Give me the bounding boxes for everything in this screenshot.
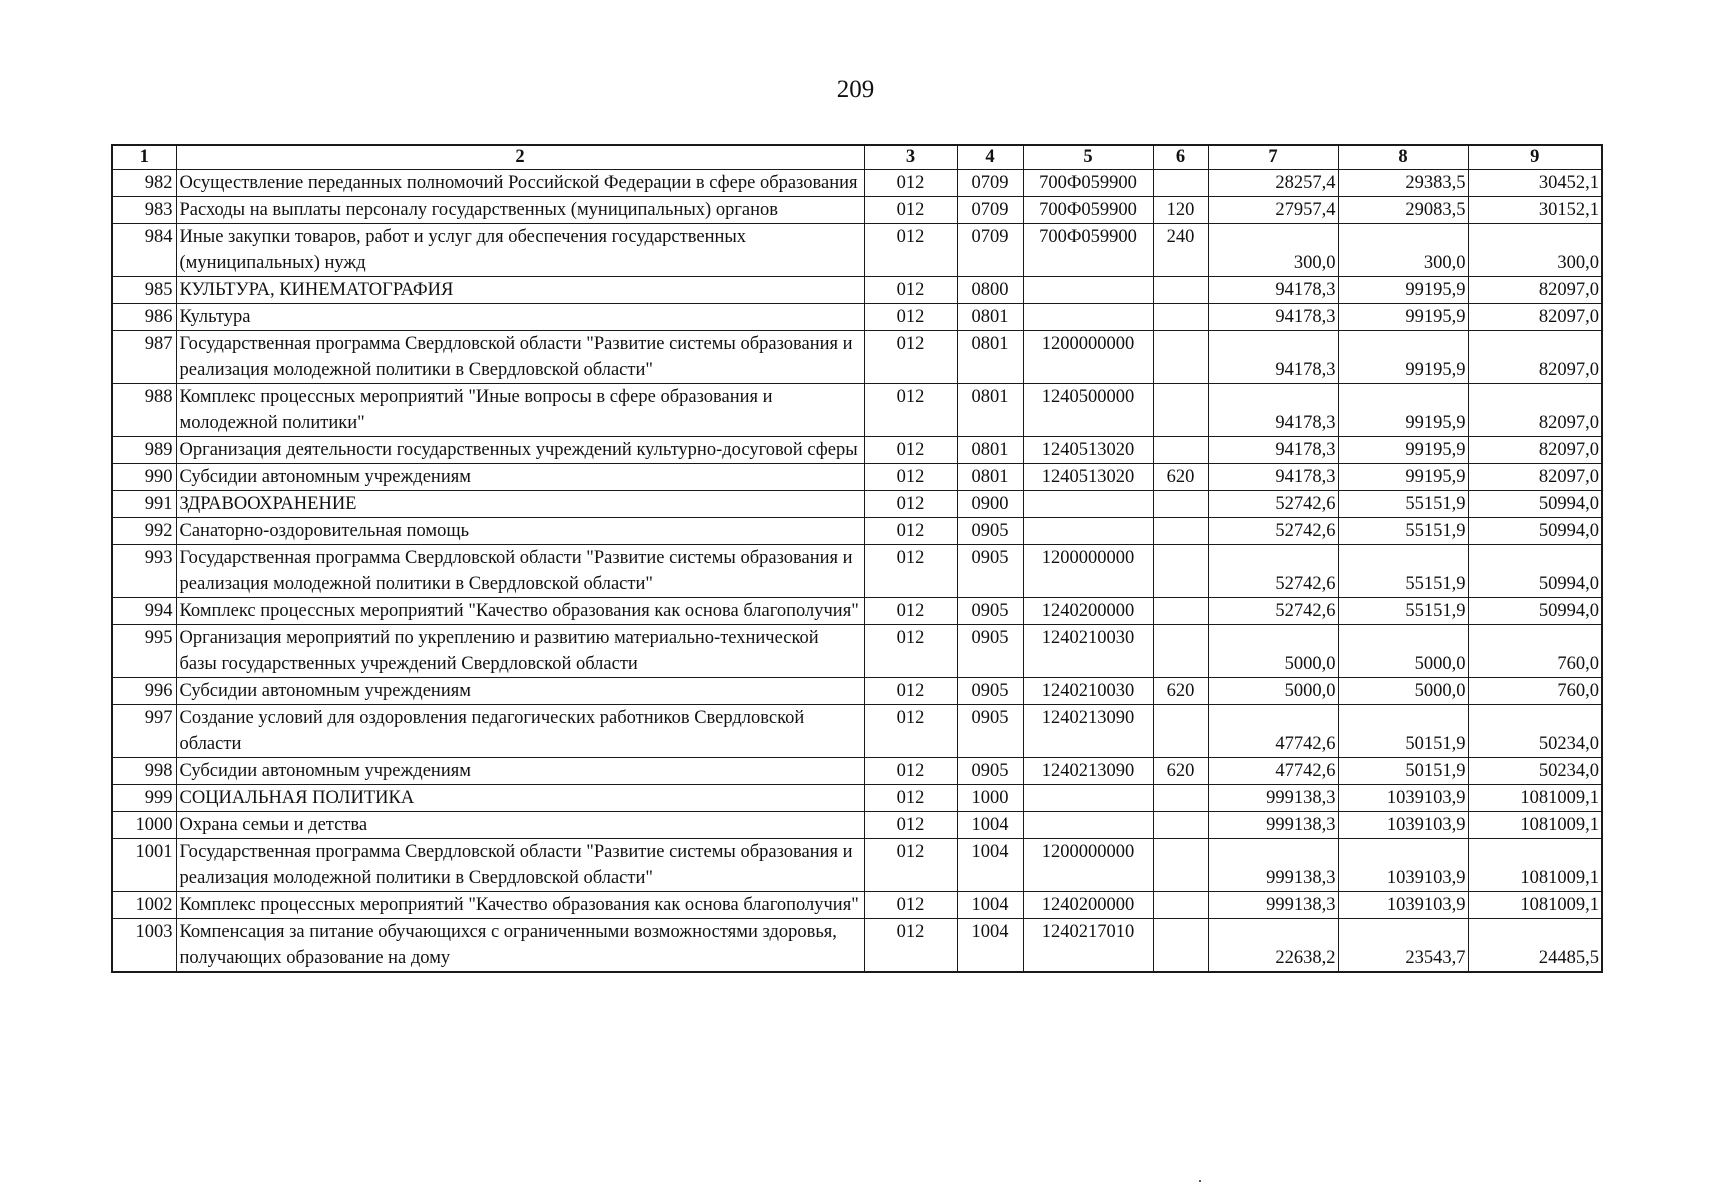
- ministry-code-cell: 012: [864, 758, 957, 785]
- target-article-cell: 1240213090: [1023, 758, 1153, 785]
- target-article-cell: 700Ф059900: [1023, 224, 1153, 277]
- header-cell: 8: [1338, 145, 1468, 170]
- table-row: [112, 277, 1602, 304]
- section-code-cell: 0801: [957, 437, 1023, 464]
- row-number-cell: 1000: [112, 812, 176, 839]
- section-code-cell: 1000: [957, 785, 1023, 812]
- ministry-code-cell: 012: [864, 892, 957, 919]
- expense-type-cell: 620: [1153, 464, 1208, 491]
- section-code-cell: 0801: [957, 464, 1023, 491]
- section-code-cell: 0709: [957, 224, 1023, 277]
- table-row: [112, 545, 1602, 598]
- expense-type-cell: [1153, 170, 1208, 197]
- amount-year1-cell: 52742,6: [1208, 545, 1338, 598]
- expense-type-cell: [1153, 705, 1208, 758]
- header-row: [112, 145, 1602, 170]
- amount-year2-cell: 55151,9: [1338, 491, 1468, 518]
- row-name-cell: Расходы на выплаты персоналу государственных (муниципальных) органов: [176, 197, 864, 224]
- amount-year3-cell: 1081009,1: [1468, 839, 1602, 892]
- target-article-cell: 1240210030: [1023, 678, 1153, 705]
- ministry-code-cell: 012: [864, 705, 957, 758]
- section-code-cell: 0709: [957, 170, 1023, 197]
- row-number-cell: 1002: [112, 892, 176, 919]
- target-article-cell: [1023, 491, 1153, 518]
- target-article-cell: 1240200000: [1023, 598, 1153, 625]
- amount-year3-cell: 82097,0: [1468, 304, 1602, 331]
- amount-year1-cell: 999138,3: [1208, 839, 1338, 892]
- amount-year3-cell: 82097,0: [1468, 437, 1602, 464]
- header-cell: 3: [864, 145, 957, 170]
- scan-speck: [1199, 1180, 1201, 1182]
- table-row: [112, 785, 1602, 812]
- amount-year3-cell: 82097,0: [1468, 331, 1602, 384]
- amount-year3-cell: 30152,1: [1468, 197, 1602, 224]
- section-code-cell: 1004: [957, 812, 1023, 839]
- row-number-cell: 999: [112, 785, 176, 812]
- amount-year3-cell: 30452,1: [1468, 170, 1602, 197]
- amount-year2-cell: 23543,7: [1338, 919, 1468, 973]
- expense-type-cell: [1153, 625, 1208, 678]
- target-article-cell: [1023, 812, 1153, 839]
- table-row: [112, 304, 1602, 331]
- section-code-cell: 0905: [957, 545, 1023, 598]
- target-article-cell: [1023, 304, 1153, 331]
- header-cell: 6: [1153, 145, 1208, 170]
- amount-year1-cell: 94178,3: [1208, 331, 1338, 384]
- expense-type-cell: [1153, 437, 1208, 464]
- table-header: [112, 145, 1602, 170]
- amount-year2-cell: 50151,9: [1338, 758, 1468, 785]
- table-row: [112, 839, 1602, 892]
- row-name-cell: Культура: [176, 304, 864, 331]
- amount-year3-cell: 1081009,1: [1468, 892, 1602, 919]
- expense-type-cell: [1153, 785, 1208, 812]
- row-number-cell: 983: [112, 197, 176, 224]
- ministry-code-cell: 012: [864, 197, 957, 224]
- target-article-cell: 1240210030: [1023, 625, 1153, 678]
- target-article-cell: 1240217010: [1023, 919, 1153, 973]
- expense-type-cell: [1153, 384, 1208, 437]
- amount-year2-cell: 5000,0: [1338, 678, 1468, 705]
- ministry-code-cell: 012: [864, 170, 957, 197]
- amount-year1-cell: 5000,0: [1208, 678, 1338, 705]
- amount-year1-cell: 94178,3: [1208, 277, 1338, 304]
- row-number-cell: 993: [112, 545, 176, 598]
- row-name-cell: Организация мероприятий по укреплению и развитию материально-технической базы государственных учреждений Свердловской области: [176, 625, 864, 678]
- page-number: 209: [836, 76, 875, 103]
- section-code-cell: 0905: [957, 598, 1023, 625]
- amount-year1-cell: 94178,3: [1208, 304, 1338, 331]
- row-number-cell: 989: [112, 437, 176, 464]
- target-article-cell: [1023, 518, 1153, 545]
- table-row: [112, 625, 1602, 678]
- amount-year3-cell: 82097,0: [1468, 384, 1602, 437]
- amount-year1-cell: 94178,3: [1208, 384, 1338, 437]
- amount-year2-cell: 55151,9: [1338, 518, 1468, 545]
- expense-type-cell: [1153, 598, 1208, 625]
- row-name-cell: СОЦИАЛЬНАЯ ПОЛИТИКА: [176, 785, 864, 812]
- amount-year1-cell: 999138,3: [1208, 812, 1338, 839]
- target-article-cell: 700Ф059900: [1023, 170, 1153, 197]
- amount-year2-cell: 1039103,9: [1338, 892, 1468, 919]
- target-article-cell: 700Ф059900: [1023, 197, 1153, 224]
- amount-year2-cell: 99195,9: [1338, 437, 1468, 464]
- section-code-cell: 0801: [957, 331, 1023, 384]
- row-number-cell: 998: [112, 758, 176, 785]
- row-name-cell: Комплекс процессных мероприятий "Качество образования как основа благополучия": [176, 892, 864, 919]
- header-cell: 2: [176, 145, 864, 170]
- section-code-cell: 0905: [957, 758, 1023, 785]
- expense-type-cell: [1153, 491, 1208, 518]
- amount-year3-cell: 24485,5: [1468, 919, 1602, 973]
- amount-year3-cell: 1081009,1: [1468, 785, 1602, 812]
- ministry-code-cell: 012: [864, 304, 957, 331]
- table-row: [112, 812, 1602, 839]
- row-number-cell: 1003: [112, 919, 176, 973]
- amount-year3-cell: 760,0: [1468, 625, 1602, 678]
- amount-year1-cell: 52742,6: [1208, 598, 1338, 625]
- amount-year1-cell: 999138,3: [1208, 785, 1338, 812]
- row-name-cell: Комплекс процессных мероприятий "Иные вопросы в сфере образования и молодежной политики": [176, 384, 864, 437]
- section-code-cell: 0801: [957, 304, 1023, 331]
- amount-year2-cell: 99195,9: [1338, 277, 1468, 304]
- row-number-cell: 982: [112, 170, 176, 197]
- amount-year3-cell: 50994,0: [1468, 545, 1602, 598]
- ministry-code-cell: 012: [864, 625, 957, 678]
- amount-year3-cell: 50994,0: [1468, 598, 1602, 625]
- expense-type-cell: 240: [1153, 224, 1208, 277]
- row-number-cell: 992: [112, 518, 176, 545]
- target-article-cell: [1023, 785, 1153, 812]
- amount-year2-cell: 55151,9: [1338, 598, 1468, 625]
- amount-year2-cell: 50151,9: [1338, 705, 1468, 758]
- row-number-cell: 988: [112, 384, 176, 437]
- row-name-cell: Иные закупки товаров, работ и услуг для обеспечения государственных (муниципальных) нужд: [176, 224, 864, 277]
- table-row: [112, 919, 1602, 973]
- row-number-cell: 994: [112, 598, 176, 625]
- row-number-cell: 996: [112, 678, 176, 705]
- table-row: [112, 758, 1602, 785]
- header-cell: 9: [1468, 145, 1602, 170]
- amount-year1-cell: 999138,3: [1208, 892, 1338, 919]
- section-code-cell: 1004: [957, 839, 1023, 892]
- table-row: [112, 892, 1602, 919]
- amount-year2-cell: 99195,9: [1338, 464, 1468, 491]
- section-code-cell: 0801: [957, 384, 1023, 437]
- ministry-code-cell: 012: [864, 464, 957, 491]
- amount-year2-cell: 29383,5: [1338, 170, 1468, 197]
- row-number-cell: 991: [112, 491, 176, 518]
- expense-type-cell: [1153, 304, 1208, 331]
- row-number-cell: 986: [112, 304, 176, 331]
- ministry-code-cell: 012: [864, 545, 957, 598]
- section-code-cell: 0800: [957, 277, 1023, 304]
- expense-type-cell: [1153, 892, 1208, 919]
- amount-year3-cell: 300,0: [1468, 224, 1602, 277]
- amount-year2-cell: 1039103,9: [1338, 785, 1468, 812]
- expense-type-cell: 620: [1153, 678, 1208, 705]
- expense-type-cell: [1153, 331, 1208, 384]
- row-name-cell: Создание условий для оздоровления педагогических работников Свердловской области: [176, 705, 864, 758]
- row-name-cell: Субсидии автономным учреждениям: [176, 678, 864, 705]
- expense-type-cell: [1153, 545, 1208, 598]
- ministry-code-cell: 012: [864, 518, 957, 545]
- row-number-cell: 987: [112, 331, 176, 384]
- amount-year2-cell: 99195,9: [1338, 331, 1468, 384]
- ministry-code-cell: 012: [864, 491, 957, 518]
- header-cell: 4: [957, 145, 1023, 170]
- table-row: [112, 331, 1602, 384]
- section-code-cell: 0905: [957, 705, 1023, 758]
- expense-type-cell: [1153, 919, 1208, 973]
- amount-year3-cell: 760,0: [1468, 678, 1602, 705]
- budget-table: [111, 144, 1603, 973]
- expense-type-cell: [1153, 277, 1208, 304]
- header-cell: 7: [1208, 145, 1338, 170]
- ministry-code-cell: 012: [864, 384, 957, 437]
- amount-year2-cell: 5000,0: [1338, 625, 1468, 678]
- amount-year3-cell: 82097,0: [1468, 464, 1602, 491]
- amount-year3-cell: 1081009,1: [1468, 812, 1602, 839]
- row-number-cell: 990: [112, 464, 176, 491]
- row-name-cell: Государственная программа Свердловской области "Развитие системы образования и реализация молодежной политики в Свердловской области": [176, 545, 864, 598]
- amount-year2-cell: 1039103,9: [1338, 812, 1468, 839]
- amount-year2-cell: 29083,5: [1338, 197, 1468, 224]
- amount-year2-cell: 300,0: [1338, 224, 1468, 277]
- target-article-cell: 1200000000: [1023, 331, 1153, 384]
- ministry-code-cell: 012: [864, 224, 957, 277]
- table-row: [112, 437, 1602, 464]
- target-article-cell: 1240513020: [1023, 437, 1153, 464]
- expense-type-cell: [1153, 839, 1208, 892]
- amount-year1-cell: 52742,6: [1208, 491, 1338, 518]
- table-row: [112, 224, 1602, 277]
- section-code-cell: 0905: [957, 518, 1023, 545]
- target-article-cell: 1240213090: [1023, 705, 1153, 758]
- ministry-code-cell: 012: [864, 331, 957, 384]
- ministry-code-cell: 012: [864, 785, 957, 812]
- amount-year2-cell: 55151,9: [1338, 545, 1468, 598]
- amount-year2-cell: 1039103,9: [1338, 839, 1468, 892]
- row-number-cell: 997: [112, 705, 176, 758]
- ministry-code-cell: 012: [864, 839, 957, 892]
- table-row: [112, 464, 1602, 491]
- target-article-cell: 1240500000: [1023, 384, 1153, 437]
- target-article-cell: 1200000000: [1023, 545, 1153, 598]
- table-row: [112, 598, 1602, 625]
- amount-year1-cell: 47742,6: [1208, 705, 1338, 758]
- header-cell: 1: [112, 145, 176, 170]
- row-number-cell: 1001: [112, 839, 176, 892]
- expense-type-cell: 620: [1153, 758, 1208, 785]
- row-name-cell: Государственная программа Свердловской области "Развитие системы образования и реализация молодежной политики в Свердловской области": [176, 839, 864, 892]
- row-name-cell: Субсидии автономным учреждениям: [176, 464, 864, 491]
- section-code-cell: 0709: [957, 197, 1023, 224]
- row-number-cell: 984: [112, 224, 176, 277]
- amount-year3-cell: 50994,0: [1468, 491, 1602, 518]
- amount-year1-cell: 52742,6: [1208, 518, 1338, 545]
- row-name-cell: Санаторно-оздоровительная помощь: [176, 518, 864, 545]
- target-article-cell: 1240200000: [1023, 892, 1153, 919]
- row-name-cell: Компенсация за питание обучающихся с ограниченными возможностями здоровья, получающих образование на дому: [176, 919, 864, 973]
- row-number-cell: 985: [112, 277, 176, 304]
- row-name-cell: КУЛЬТУРА, КИНЕМАТОГРАФИЯ: [176, 277, 864, 304]
- section-code-cell: 1004: [957, 892, 1023, 919]
- section-code-cell: 0905: [957, 625, 1023, 678]
- ministry-code-cell: 012: [864, 812, 957, 839]
- amount-year3-cell: 50234,0: [1468, 705, 1602, 758]
- header-cell: 5: [1023, 145, 1153, 170]
- expense-type-cell: 120: [1153, 197, 1208, 224]
- row-number-cell: 995: [112, 625, 176, 678]
- amount-year1-cell: 5000,0: [1208, 625, 1338, 678]
- table-row: [112, 197, 1602, 224]
- amount-year2-cell: 99195,9: [1338, 304, 1468, 331]
- amount-year1-cell: 27957,4: [1208, 197, 1338, 224]
- table-row: [112, 705, 1602, 758]
- table-row: [112, 384, 1602, 437]
- amount-year1-cell: 28257,4: [1208, 170, 1338, 197]
- section-code-cell: 1004: [957, 919, 1023, 973]
- row-name-cell: ЗДРАВООХРАНЕНИЕ: [176, 491, 864, 518]
- ministry-code-cell: 012: [864, 598, 957, 625]
- target-article-cell: [1023, 277, 1153, 304]
- expense-type-cell: [1153, 518, 1208, 545]
- table-row: [112, 170, 1602, 197]
- section-code-cell: 0905: [957, 678, 1023, 705]
- amount-year1-cell: 94178,3: [1208, 464, 1338, 491]
- row-name-cell: Государственная программа Свердловской области "Развитие системы образования и реализация молодежной политики в Свердловской области": [176, 331, 864, 384]
- target-article-cell: 1200000000: [1023, 839, 1153, 892]
- ministry-code-cell: 012: [864, 437, 957, 464]
- ministry-code-cell: 012: [864, 919, 957, 973]
- row-name-cell: Субсидии автономным учреждениям: [176, 758, 864, 785]
- amount-year1-cell: 94178,3: [1208, 437, 1338, 464]
- table-row: [112, 518, 1602, 545]
- amount-year3-cell: 50994,0: [1468, 518, 1602, 545]
- amount-year1-cell: 22638,2: [1208, 919, 1338, 973]
- expense-type-cell: [1153, 812, 1208, 839]
- amount-year1-cell: 300,0: [1208, 224, 1338, 277]
- amount-year3-cell: 82097,0: [1468, 277, 1602, 304]
- table-row: [112, 678, 1602, 705]
- amount-year1-cell: 47742,6: [1208, 758, 1338, 785]
- table-row: [112, 491, 1602, 518]
- target-article-cell: 1240513020: [1023, 464, 1153, 491]
- row-name-cell: Комплекс процессных мероприятий "Качество образования как основа благополучия": [176, 598, 864, 625]
- row-name-cell: Осуществление переданных полномочий Российской Федерации в сфере образования: [176, 170, 864, 197]
- ministry-code-cell: 012: [864, 678, 957, 705]
- row-name-cell: Организация деятельности государственных учреждений культурно-досуговой сферы: [176, 437, 864, 464]
- table-body: [112, 170, 1602, 973]
- ministry-code-cell: 012: [864, 277, 957, 304]
- amount-year3-cell: 50234,0: [1468, 758, 1602, 785]
- row-name-cell: Охрана семьи и детства: [176, 812, 864, 839]
- section-code-cell: 0900: [957, 491, 1023, 518]
- amount-year2-cell: 99195,9: [1338, 384, 1468, 437]
